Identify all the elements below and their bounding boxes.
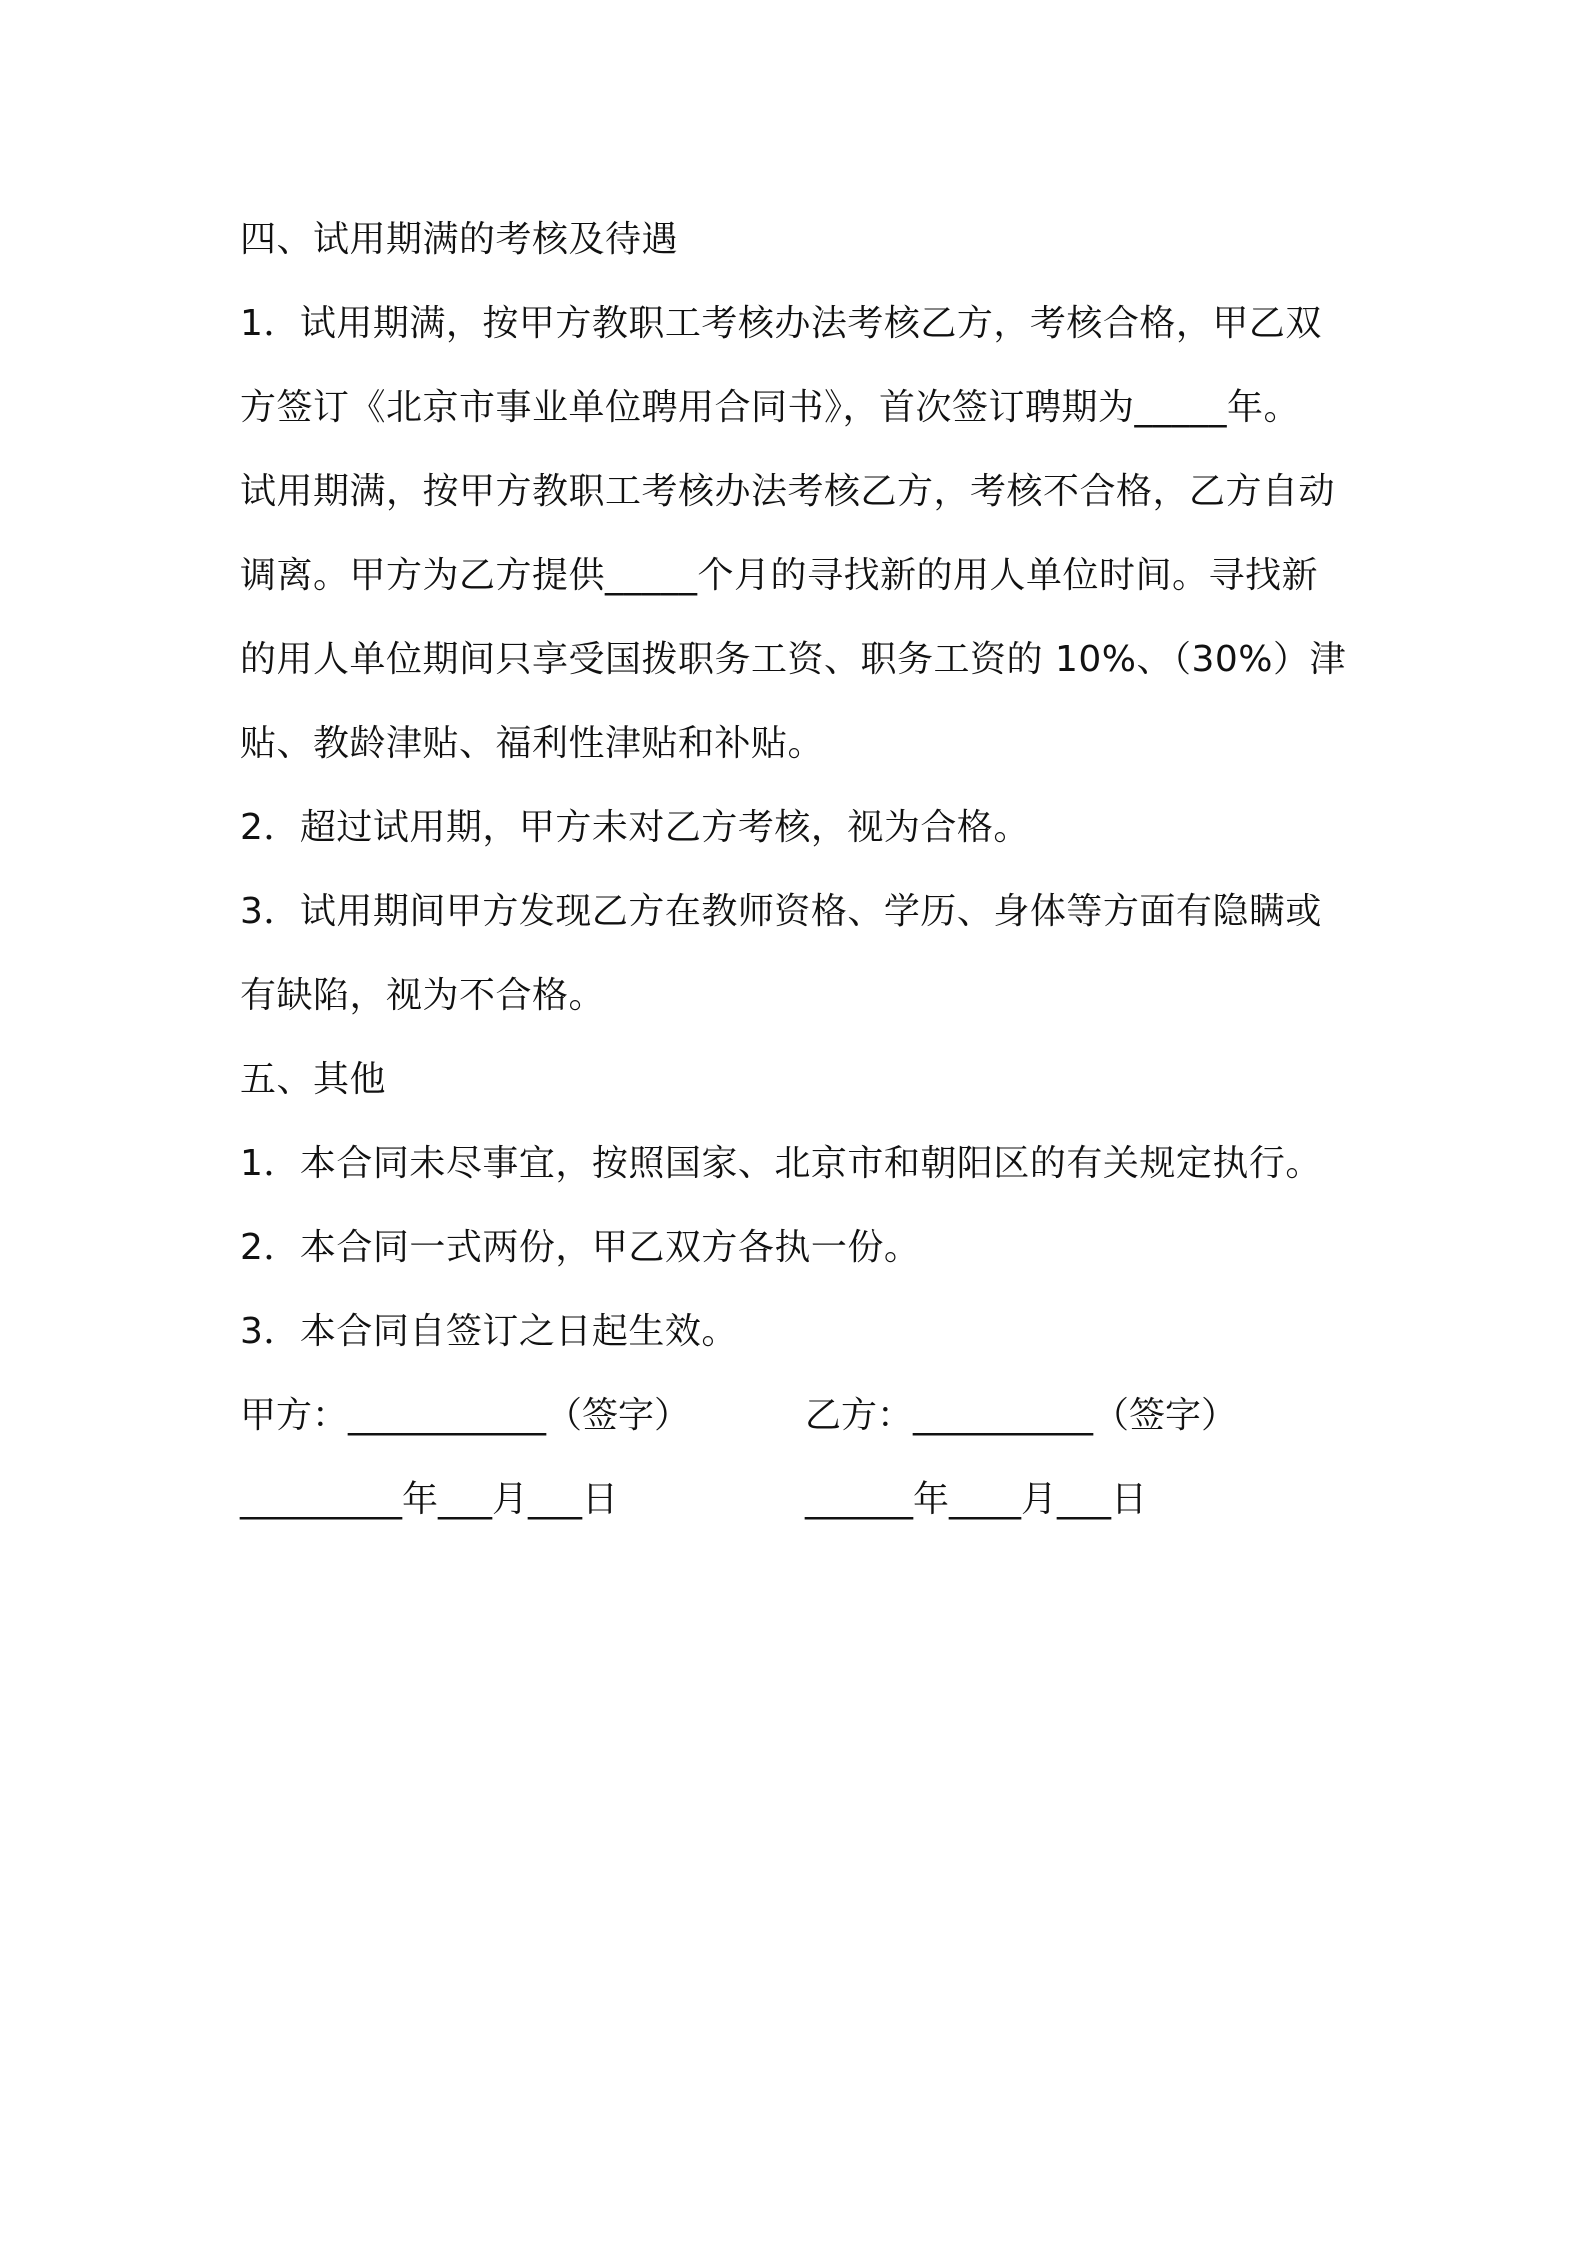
section-4-item-3-line-2: 有缺陷，视为不合格。: [240, 975, 606, 1016]
section-4-item-1-line-1: 1．试用期满，按甲方教职工考核办法考核乙方，考核合格，甲乙双: [240, 303, 1322, 344]
signature-row: [240, 1374, 1360, 1458]
party-a-signature: 甲方：___________（签字）: [240, 1395, 691, 1436]
section-4-item-1-line-2: 方签订《北京市事业单位聘用合同书》，首次签订聘期为_____年。: [240, 387, 1301, 428]
section-5-item-3: 3．本合同自签订之日起生效。: [240, 1311, 738, 1352]
party-b-signature: 乙方：__________（签字）: [805, 1395, 1238, 1436]
section-5-heading: 五、其他: [240, 1059, 387, 1100]
section-5-item-2: 2．本合同一式两份，甲乙双方各执一份。: [240, 1227, 921, 1268]
section-4-item-1-line-5: 的用人单位期间只享受国拨职务工资、职务工资的 10%、（30%）津: [240, 639, 1346, 680]
section-4-item-1-line-4: 调离。甲方为乙方提供_____个月的寻找新的用人单位时间。寻找新: [240, 555, 1319, 596]
party-b-date: ______年____月___日: [805, 1479, 1147, 1520]
section-4-item-3-line-1: 3．试用期间甲方发现乙方在教师资格、学历、身体等方面有隐瞒或: [240, 891, 1322, 932]
party-a-date: _________年___月___日: [240, 1479, 618, 1520]
section-4-item-1-line-6: 贴、教龄津贴、福利性津贴和补贴。: [240, 723, 825, 764]
section-4-item-1-line-3: 试用期满，按甲方教职工考核办法考核乙方，考核不合格，乙方自动: [240, 471, 1336, 512]
section-4-heading: 四、试用期满的考核及待遇: [240, 219, 679, 260]
date-row: [240, 1458, 1360, 1542]
document-body: [240, 198, 1360, 1542]
section-4-item-2: 2．超过试用期，甲方未对乙方考核，视为合格。: [240, 807, 1030, 848]
section-5-item-1: 1．本合同未尽事宜，按照国家、北京市和朝阳区的有关规定执行。: [240, 1143, 1322, 1184]
